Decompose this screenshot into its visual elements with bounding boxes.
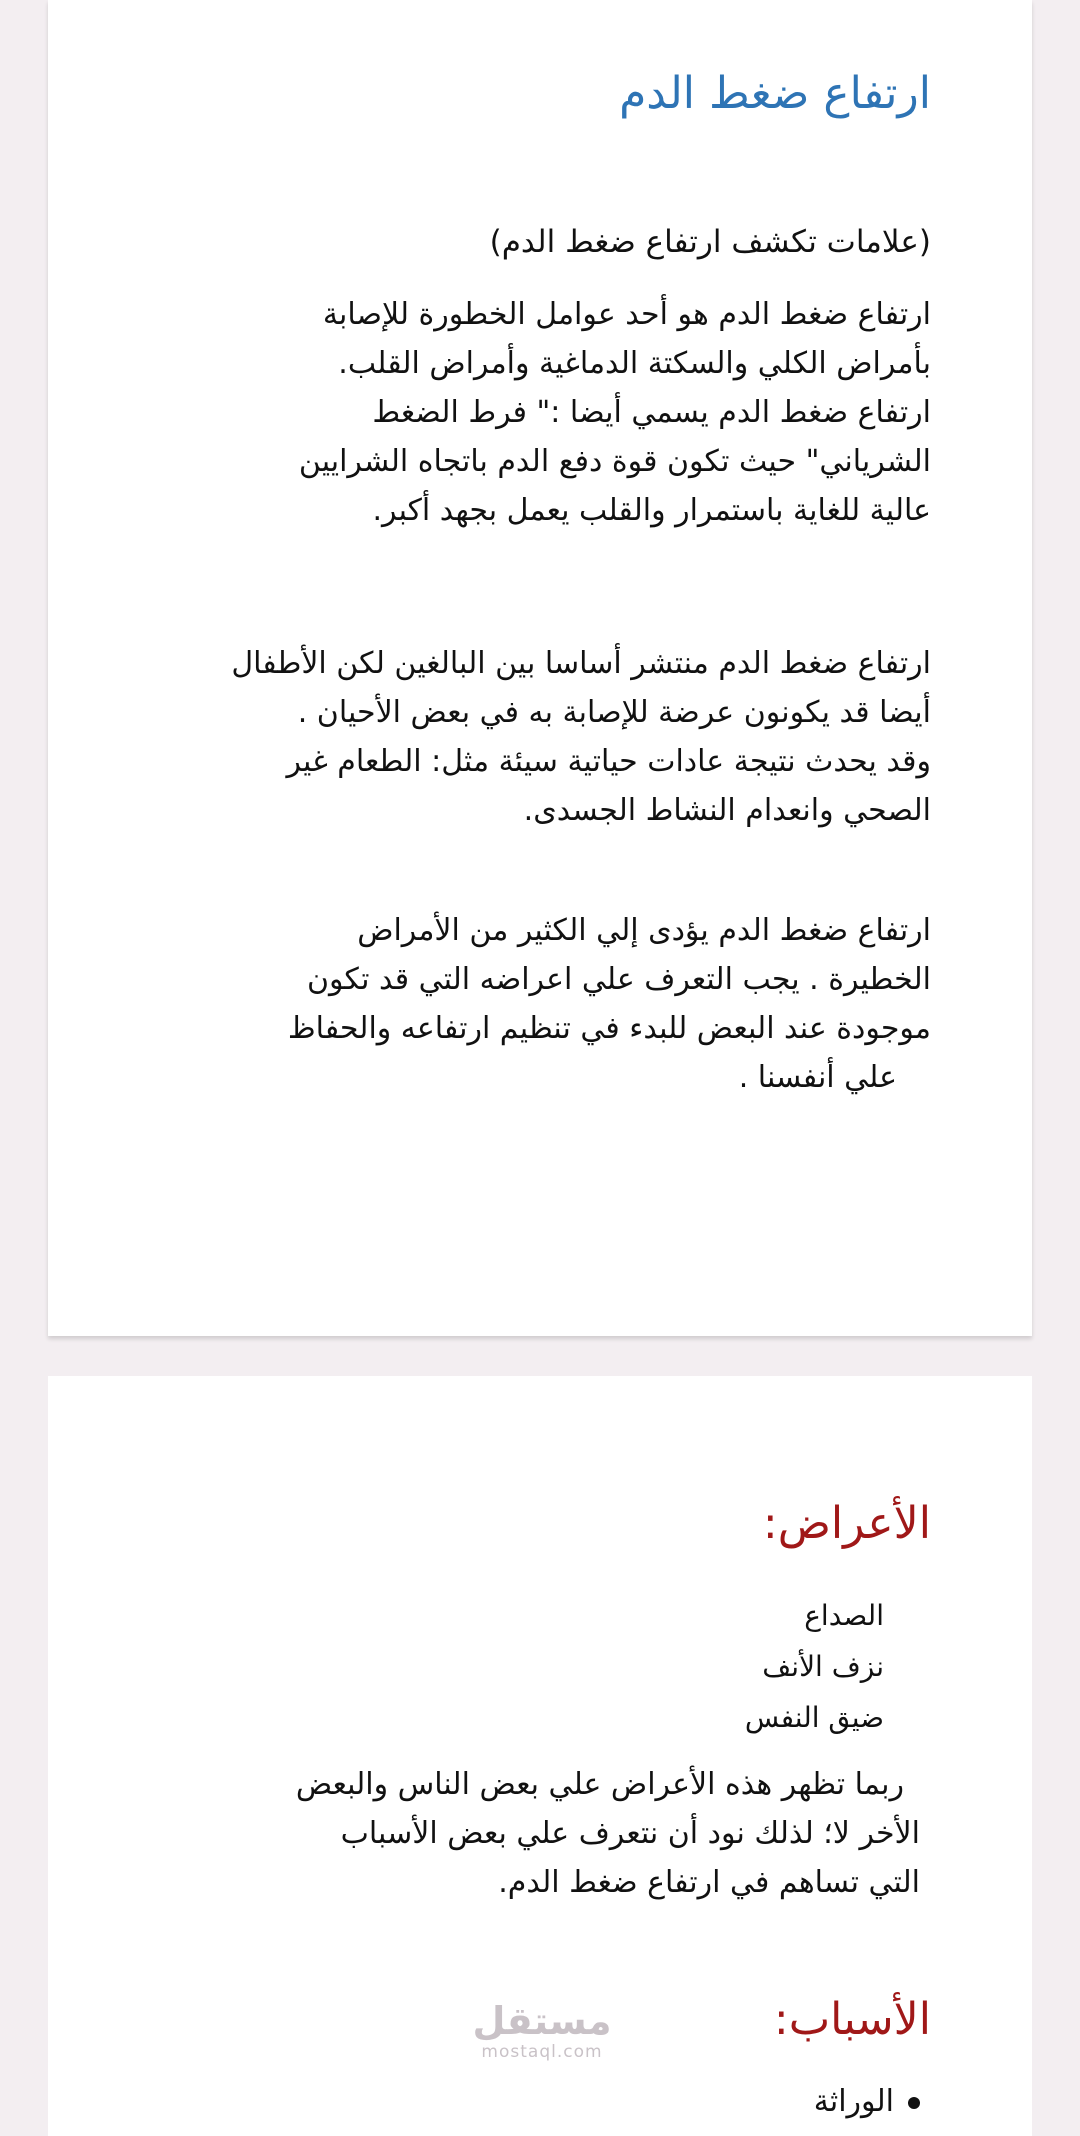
paragraph-3	[288, 906, 931, 1102]
symptom-item: الصداع	[804, 1599, 884, 1632]
paragraph-1-line: ارتفاع ضغط الدم يسمي أيضا :" فرط الضغط	[372, 395, 931, 430]
paragraph-2-line: أيضا قد يكونون عرضة للإصابة به في بعض الأحيان .	[297, 695, 931, 730]
symptoms-paragraph-line: ربما تظهر هذه الأعراض علي بعض الناس والبعض	[295, 1767, 904, 1802]
document-page-1	[48, 0, 1032, 1336]
cause-label: الوراثة	[813, 2084, 894, 2119]
cause-item	[814, 2076, 920, 2127]
paragraph-1-line: عالية للغاية باستمرار والقلب يعمل بجهد أكبر.	[372, 493, 931, 528]
paragraph-2	[231, 639, 931, 835]
symptoms-paragraph-line: التي تساهم في ارتفاع ضغط الدم.	[498, 1865, 920, 1900]
subtitle: (علامات تكشف ارتفاع ضغط الدم)	[489, 224, 931, 260]
causes-heading: الأسباب:	[773, 1994, 931, 2045]
watermark-latin: mostaql.com	[481, 2042, 603, 2062]
watermark-logo	[472, 2000, 612, 2062]
causes-list	[814, 2076, 920, 2127]
paragraph-3-line: موجودة عند البعض للبدء في تنظيم ارتفاعه والحفاظ	[287, 1011, 931, 1046]
watermark-arabic: مستقل	[472, 1999, 612, 2043]
symptoms-heading: الأعراض:	[762, 1498, 931, 1549]
symptoms-list	[745, 1590, 884, 1743]
paragraph-3-line: ارتفاع ضغط الدم يؤدى إلي الكثير من الأمراض	[357, 913, 931, 948]
paragraph-2-line: ارتفاع ضغط الدم منتشر أساسا بين البالغين لكن الأطفال	[231, 646, 931, 681]
paragraph-3-line: الخطيرة . يجب التعرف علي اعراضه التي قد تكون	[306, 962, 931, 997]
paragraph-1-line: الشرياني" حيث تكون قوة دفع الدم باتجاه الشرايين	[298, 444, 931, 479]
symptoms-paragraph-line: الأخر لا؛ لذلك نود أن نتعرف علي بعض الأسباب	[340, 1816, 920, 1851]
paragraph-1-line: بأمراض الكلي والسكتة الدماغية وأمراض القلب.	[338, 346, 931, 381]
symptom-item: ضيق النفس	[744, 1701, 884, 1734]
paragraph-1	[299, 290, 931, 535]
symptoms-paragraph	[296, 1760, 920, 1907]
symptom-item: نزف الأنف	[762, 1650, 884, 1683]
paragraph-3-line: علي أنفسنا .	[738, 1060, 897, 1095]
bullet-icon	[908, 2097, 920, 2109]
paragraph-1-line: ارتفاع ضغط الدم هو أحد عوامل الخطورة للإصابة	[322, 297, 931, 332]
paragraph-2-line: الصحي وانعدام النشاط الجسدى.	[523, 793, 931, 828]
page-title: ارتفاع ضغط الدم	[619, 68, 931, 119]
paragraph-2-line: وقد يحدث نتيجة عادات حياتية سيئة مثل: الطعام غير	[286, 744, 931, 779]
